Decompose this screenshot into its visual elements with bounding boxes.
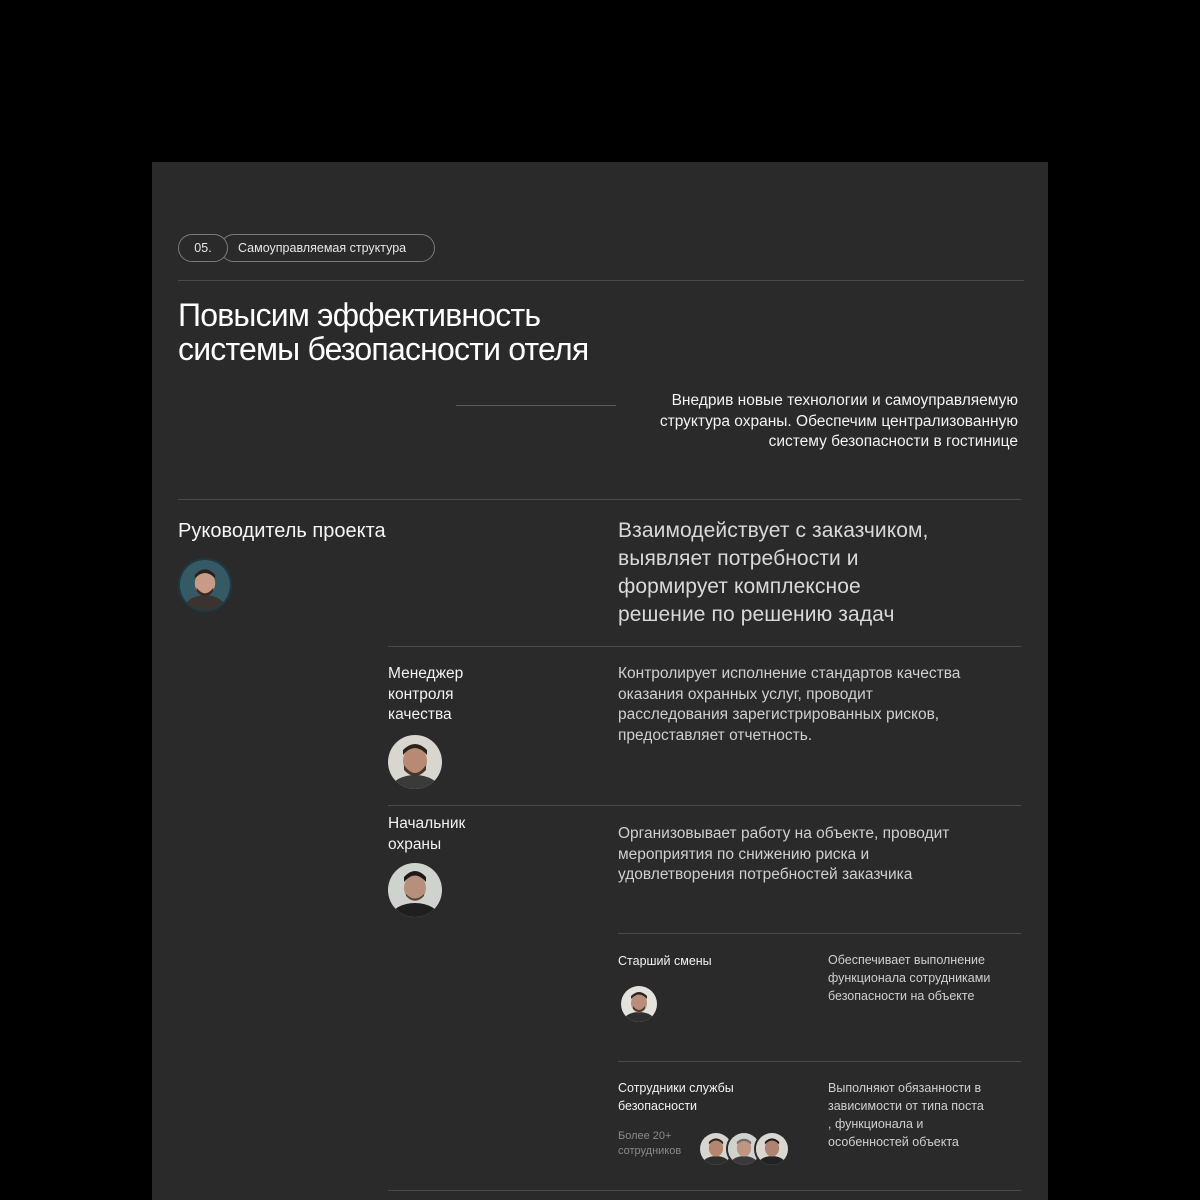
divider — [388, 646, 1021, 647]
divider — [388, 1190, 1021, 1191]
quality-manager-avatar — [388, 735, 442, 789]
divider — [618, 933, 1021, 934]
role-desc-quality-manager: Контролирует исполнение стандартов качества оказания охранных услуг, проводит расследования зарегистрированных рисков, предоставляет отчетность. — [618, 665, 961, 744]
role-title-head-of-security: Начальник охраны — [388, 815, 466, 853]
person-avatar-icon — [756, 1133, 788, 1165]
subrole-title-shift-lead: Старший смены — [618, 954, 712, 968]
divider — [618, 1061, 1021, 1062]
section-number: 05. — [194, 241, 212, 255]
section-number-pill — [178, 234, 228, 262]
person-avatar-icon — [180, 560, 230, 610]
role-desc-project-lead: Взаимодействует с заказчиком, выявляет потребности и формирует комплексное решение по решению задач — [618, 519, 929, 626]
intro-text: Внедрив новые технологии и самоуправляемую структура охраны. Обеспечим централизованную систему безопасности в гостинице — [659, 392, 1018, 450]
intro-accent-line — [456, 405, 616, 406]
page-title: Повысим эффективность системы безопасности отеля — [178, 297, 589, 367]
content-panel — [152, 162, 1048, 1200]
person-avatar-icon — [388, 735, 442, 789]
person-avatar-icon — [621, 986, 657, 1022]
divider — [178, 499, 1021, 500]
subrole-desc-security-staff: Выполняют обязанности в зависимости от типа поста , функционала и особенностей объекта — [828, 1081, 984, 1149]
role-desc-head-of-security: Организовывает работу на объекте, проводит мероприятия по снижению риска и удовлетворения потребностей заказчика — [618, 825, 950, 883]
subrole-title-security-staff: Сотрудники службы безопасности — [618, 1081, 734, 1113]
divider — [178, 280, 1024, 281]
section-label: Самоуправляемая структура — [238, 241, 407, 255]
staff-count: Более 20+ сотрудников — [618, 1130, 682, 1157]
head-of-security-avatar — [388, 863, 442, 917]
shift-lead-avatar — [621, 986, 657, 1022]
section-label-pill — [220, 234, 435, 262]
project-lead-avatar — [178, 558, 232, 612]
subrole-desc-shift-lead: Обеспечивает выполнение функционала сотрудниками безопасности на объекте — [828, 953, 991, 1003]
divider — [388, 805, 1021, 806]
role-title-project-lead: Руководитель проекта — [178, 520, 386, 542]
person-avatar-icon — [388, 863, 442, 917]
role-title-quality-manager: Менеджер контроля качества — [388, 665, 464, 723]
staff-avatar-3 — [754, 1131, 790, 1167]
